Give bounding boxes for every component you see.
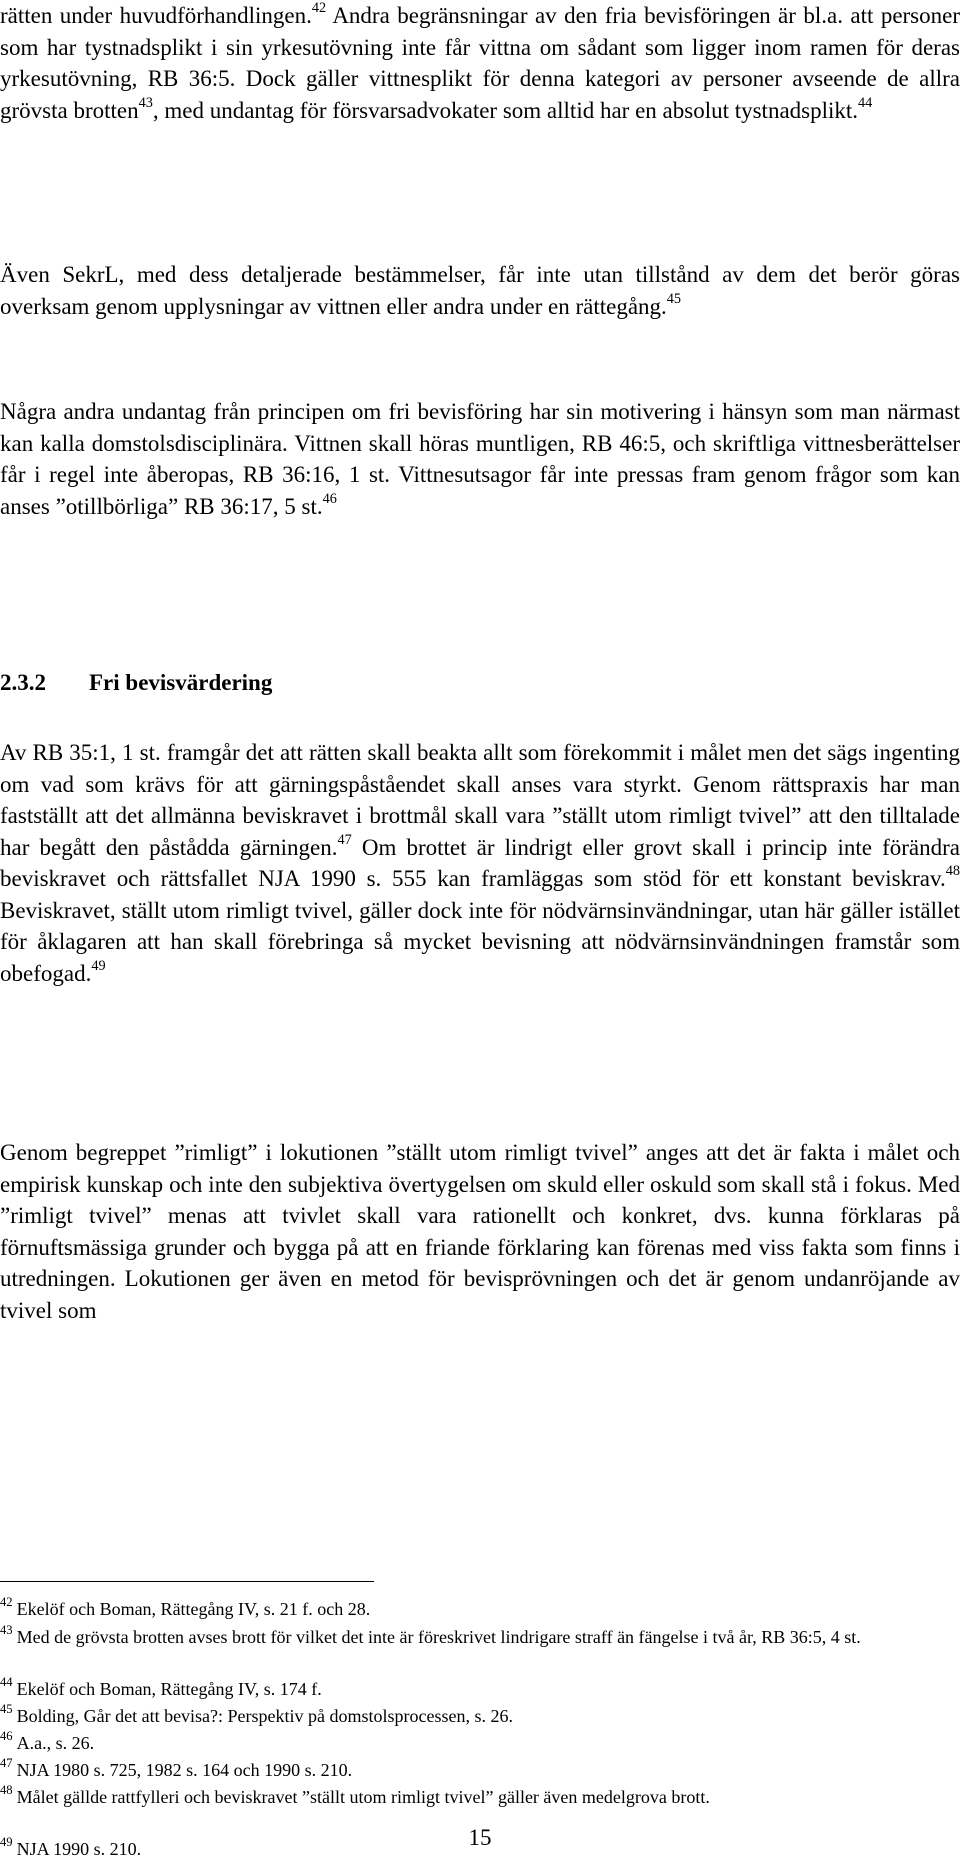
footnote-ref: 48 xyxy=(945,863,960,880)
footnote xyxy=(0,1595,960,1621)
footnote-text: NJA 1990 s. 210. xyxy=(16,1839,142,1859)
footnote-number: 45 xyxy=(0,1702,13,1717)
text-run: Även SekrL, med dess detaljerade bestämmelser, får inte utan tillstånd av dem det berör göras overksam genom upplysningar av vittnen eller andra under en rättegång. xyxy=(0,262,960,319)
section-heading xyxy=(0,670,272,696)
paragraph-2 xyxy=(0,259,960,322)
section-title: Fri bevisvärdering xyxy=(89,670,273,695)
text-run: Några andra undantag från principen om fri bevisföring har sin motivering i hänsyn som man närmast kan kalla domstolsdisciplinära. Vittnen skall höras muntligen, RB 46:5, och skriftliga vittnesberättelser får i regel inte åberopas, RB 36:16, 1 st. Vittnesutsagor får inte pressas fram genom frågor som kan anses ”otillbörliga” RB 36:17, 5 st. xyxy=(0,399,960,519)
footnote xyxy=(0,1623,960,1649)
section-number: 2.3.2 xyxy=(0,670,46,695)
footnote xyxy=(0,1702,960,1728)
text-run: Beviskravet, ställt utom rimligt tvivel, gäller dock inte för nödvärnsinvändningar, utan här gäller istället för åklagaren att han skall förebringa så mycket bevisning att nödvärnsinvändningen framstår som obefogad. xyxy=(0,897,960,986)
text-run: rätten under huvudförhandlingen. xyxy=(0,3,312,28)
footnote-number: 47 xyxy=(0,1756,13,1771)
paragraph-5 xyxy=(0,1137,960,1326)
page-number: 15 xyxy=(468,1825,492,1850)
footnote-ref: 47 xyxy=(337,831,352,848)
text-run: Genom begreppet ”rimligt” i lokutionen ”ställt utom rimligt tvivel” anges att det är fakta i målet och empirisk kunskap och inte den subjektiva övertygelsen om skuld eller oskuld som skall stå i fokus. Med ”rimligt tvivel” menas att tvivlet skall vara rationellt och konkret, dvs. kunna förklaras på förnuftsmässiga grunder och bygga på att en friande förklaring kan förenas med viss fakta som finns i utredningen. Lokutionen ger även en metod för bevisprövningen och det är genom undanröjande av tvivel som xyxy=(0,1140,960,1323)
footnote-ref: 42 xyxy=(311,0,327,17)
footnote-ref: 46 xyxy=(322,490,337,507)
footnote-number: 44 xyxy=(0,1675,13,1690)
footnote-number: 46 xyxy=(0,1729,13,1744)
text-run: Om brottet är lindrigt eller grovt skall i princip inte förändra beviskravet och rättsfallet NJA 1990 s. 555 kan framläggas som stöd för ett konstant beviskrav. xyxy=(0,834,960,891)
footnote-separator xyxy=(0,1581,374,1582)
footnote-ref: 44 xyxy=(858,94,873,111)
footnote-ref: 49 xyxy=(91,957,106,974)
footnote-text: Målet gällde rattfylleri och beviskravet ”ställt utom rimligt tvivel” gäller även medelgrova brott. xyxy=(16,1787,710,1807)
paragraph-4 xyxy=(0,737,960,989)
footnote-text: NJA 1980 s. 725, 1982 s. 164 och 1990 s. 210. xyxy=(16,1760,353,1780)
text-run: Av RB 35:1, 1 st. framgår det att rätten skall beakta allt som förekommit i målet men det sägs ingenting om vad som krävs för att gärningspåståendet skall anses vara styrkt. Genom rättspraxis har man fastställt att det allmänna beviskravet i brottmål skall vara ”ställt utom rimligt tvivel” att den tilltalade har begått den påstådda gärningen. xyxy=(0,740,960,860)
footnote-text: Med de grövsta brotten avses brott för vilket det inte är föreskrivet lindrigare straff än fängelse i två år, RB 36:5, 4 st. xyxy=(16,1627,861,1647)
footnote-number: 49 xyxy=(0,1835,13,1850)
footnote-number: 48 xyxy=(0,1783,13,1798)
footnote xyxy=(0,1675,960,1701)
footnote-text: A.a., s. 26. xyxy=(16,1733,95,1753)
paragraph-3 xyxy=(0,396,960,522)
footnote-text: Ekelöf och Boman, Rättegång IV, s. 21 f. och 28. xyxy=(16,1599,371,1619)
footnote-text: Bolding, Går det att bevisa?: Perspektiv på domstolsprocessen, s. 26. xyxy=(16,1706,514,1726)
footnote-ref: 45 xyxy=(666,290,682,307)
text-run: Andra begränsningar av den fria bevisföringen är bl.a. att personer som har tystnadsplikt i sin yrkesutövning inte får vittna om sådant som ligger inom ramen för deras yrkesutövning, RB 36:5. Dock gäller vittnesplikt för denna kategori av personer avseende de allra grövsta brotten xyxy=(0,3,960,123)
paragraph-1 xyxy=(0,0,960,126)
footnote xyxy=(0,1783,960,1809)
footnote xyxy=(0,1756,960,1782)
footnote-text: Ekelöf och Boman, Rättegång IV, s. 174 f. xyxy=(16,1679,322,1699)
footnote-number: 43 xyxy=(0,1623,13,1638)
text-run: , med undantag för försvarsadvokater som alltid har en absolut tystnadsplikt. xyxy=(152,97,859,123)
footnote xyxy=(0,1729,960,1755)
footnote-ref: 43 xyxy=(138,94,153,111)
footnote-number: 42 xyxy=(0,1595,13,1610)
